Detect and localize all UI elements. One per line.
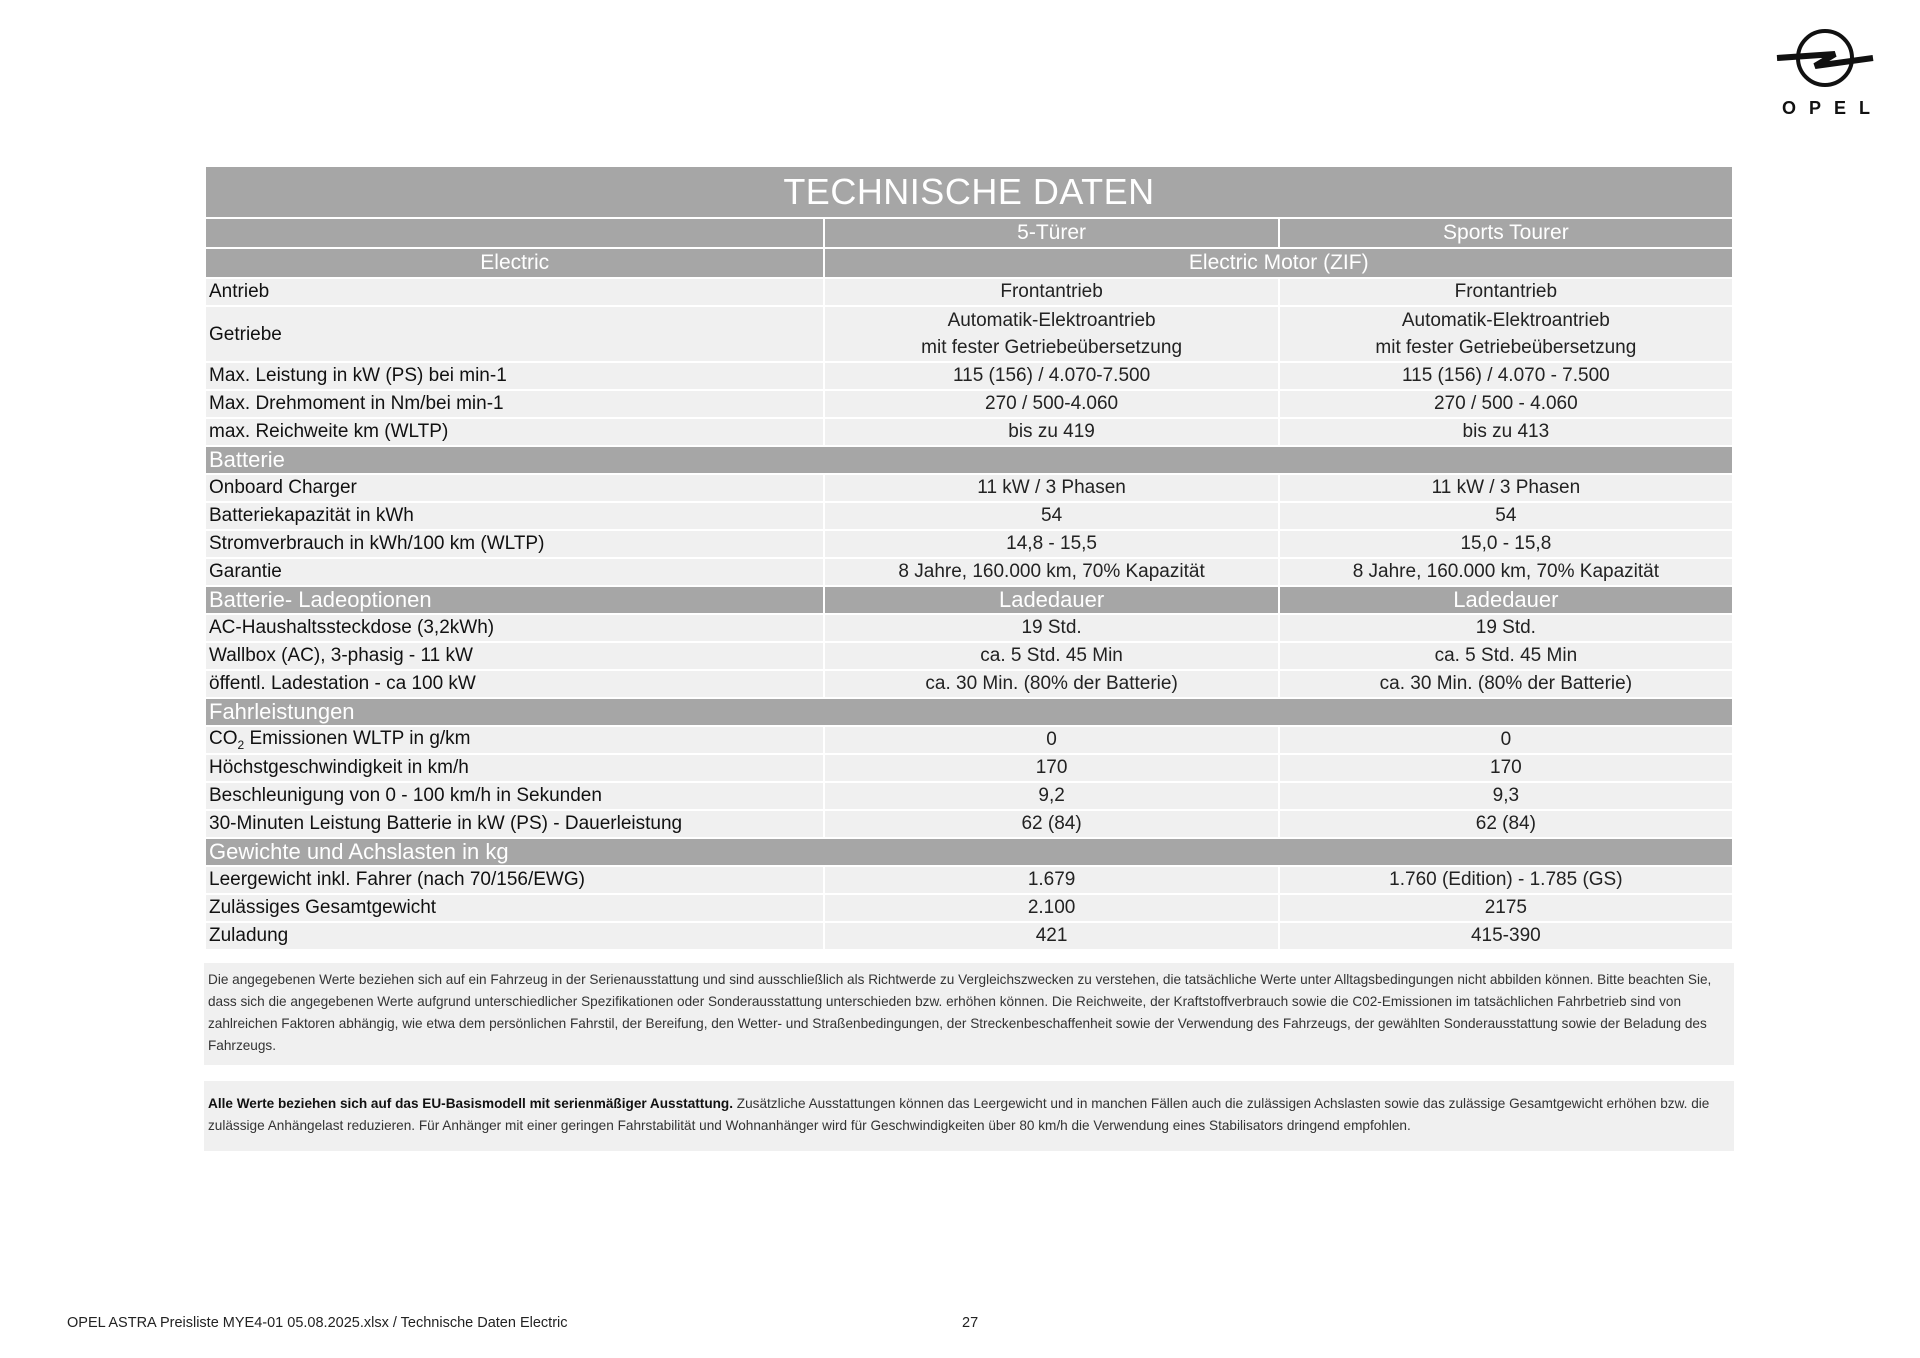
table-row — [205, 614, 1733, 642]
row-label: AC-Haushaltssteckdose (3,2kWh) — [205, 614, 824, 642]
row-label: Onboard Charger — [205, 474, 824, 502]
eu-basis-note-text: Zusätzliche Ausstattungen können das Leergewicht und in manchen Fällen auch die zulässigen Achslasten sowie das zulässige Gesamtgewicht erhöhen bzw. die zulässige Anhängelast reduzieren. Für Anhänger mit einer geringen Fahrstabilität und Wohnanhänger wird für Geschwindigkeiten über 80 km/h die Verwendung eines Stabilisators dringend empfohlen. — [208, 1096, 1710, 1133]
cell-sports-tourer: 170 — [1279, 754, 1733, 782]
cell-sports-tourer: 9,3 — [1279, 782, 1733, 810]
cell-5-tuerer: ca. 5 Std. 45 Min — [824, 642, 1278, 670]
table-row — [205, 502, 1733, 530]
cell-5-tuerer: 19 Std. — [824, 614, 1278, 642]
page-number: 27 — [962, 1315, 979, 1331]
page-title: TECHNISCHE DATEN — [205, 166, 1733, 218]
table-row — [205, 390, 1733, 418]
cell-5-tuerer: 115 (156) / 4.070-7.500 — [824, 362, 1278, 390]
row-label: Garantie — [205, 558, 824, 586]
co2-subscript: 2 — [237, 737, 245, 752]
header-empty — [205, 218, 824, 248]
table-row — [205, 642, 1733, 670]
row-label: max. Reichweite km (WLTP) — [205, 418, 824, 446]
section-header-batterie — [205, 446, 1733, 474]
cell-sports-tourer: 2175 — [1279, 894, 1733, 922]
cell-sports-tourer: 62 (84) — [1279, 810, 1733, 838]
table-row — [205, 810, 1733, 838]
disclaimer-note: Die angegebenen Werte beziehen sich auf ein Fahrzeug in der Serienausstattung und sind ausschließlich als Richtwerde zu Vergleichszwecken zu verstehen, die tatsächliche Werte unter Alltagsbedingungen nicht abbilden können. Bitte beachten Sie, dass sich die angegebenen Werte aufgrund unterschiedlicher Spezifikationen oder Sonderausstattung unterschieden bzw. erhöhen können. Die Reichweite, der Kraftstoffverbrauch sowie die C02-Emissionen im tatsächlichen Fahrbetrieb sind von zahlreichen Faktoren abhängig, wie etwa dem persönlichen Fahrstil, der Bereifung, den Wetter- und Straßenbedingungen, der Streckenbeschaffenheit sowie der Verwendung des Fahrzeugs, der gewählten Sonderausstattung sowie der Beladung des Fahrzeugs. — [204, 963, 1734, 1065]
table-row — [205, 474, 1733, 502]
row-label: Beschleunigung von 0 - 100 km/h in Sekunden — [205, 782, 824, 810]
row-label: öffentl. Ladestation - ca 100 kW — [205, 670, 824, 698]
cell-5-tuerer: 270 / 500-4.060 — [824, 390, 1278, 418]
table-row — [205, 306, 1733, 362]
cell-5-tuerer: 1.679 — [824, 866, 1278, 894]
section-title: Fahrleistungen — [205, 698, 1733, 726]
eu-basis-note-bold: Alle Werte beziehen sich auf das EU-Basismodell mit serienmäßiger Ausstattung. — [208, 1096, 734, 1111]
cell-5-tuerer: bis zu 419 — [824, 418, 1278, 446]
cell-5-tuerer: ca. 30 Min. (80% der Batterie) — [824, 670, 1278, 698]
engine-row — [205, 248, 1733, 278]
column-subheader: Ladedauer — [1279, 586, 1733, 614]
cell-sports-tourer: 0 — [1279, 726, 1733, 754]
footer-source: OPEL ASTRA Preisliste MYE4-01 05.08.2025.xlsx / Technische Daten Electric — [67, 1315, 568, 1331]
spec-sheet — [204, 165, 1734, 1151]
co2-label-rest: Emissionen WLTP in g/km — [244, 728, 471, 750]
cell-5-tuerer: 2.100 — [824, 894, 1278, 922]
row-label: Zulässiges Gesamtgewicht — [205, 894, 824, 922]
cell-sports-tourer: bis zu 413 — [1279, 418, 1733, 446]
cell-sports-tourer: ca. 30 Min. (80% der Batterie) — [1279, 670, 1733, 698]
row-label: Getriebe — [205, 306, 824, 362]
row-label: Zuladung — [205, 922, 824, 950]
row-label — [205, 726, 824, 754]
table-row — [205, 922, 1733, 950]
title-row — [205, 166, 1733, 218]
cell-5-tuerer: 170 — [824, 754, 1278, 782]
row-label: Max. Drehmoment in Nm/bei min-1 — [205, 390, 824, 418]
row-label: Wallbox (AC), 3-phasig - 11 kW — [205, 642, 824, 670]
table-row — [205, 726, 1733, 754]
table-row — [205, 530, 1733, 558]
row-label: 30-Minuten Leistung Batterie in kW (PS) - Dauerleistung — [205, 810, 824, 838]
cell-sports-tourer: 15,0 - 15,8 — [1279, 530, 1733, 558]
cell-5-tuerer: 54 — [824, 502, 1278, 530]
co2-prefix: CO — [209, 728, 238, 750]
cell-sports-tourer: 415-390 — [1279, 922, 1733, 950]
cell-5-tuerer: 14,8 - 15,5 — [824, 530, 1278, 558]
section-title: Batterie- Ladeoptionen — [205, 586, 824, 614]
tech-data-table — [204, 165, 1734, 951]
cell-sports-tourer: 19 Std. — [1279, 614, 1733, 642]
cell-5-tuerer: 0 — [824, 726, 1278, 754]
table-row — [205, 894, 1733, 922]
row-label: Max. Leistung in kW (PS) bei min-1 — [205, 362, 824, 390]
table-row — [205, 754, 1733, 782]
cell-sports-tourer — [1279, 306, 1733, 362]
cell-sports-tourer: 8 Jahre, 160.000 km, 70% Kapazität — [1279, 558, 1733, 586]
row-label: Antrieb — [205, 278, 824, 306]
section-header-ladeoptionen — [205, 586, 1733, 614]
row-label: Leergewicht inkl. Fahrer (nach 70/156/EWG) — [205, 866, 824, 894]
table-row — [205, 558, 1733, 586]
cell-line: Automatik-Elektroantrieb — [947, 310, 1156, 331]
table-row — [205, 782, 1733, 810]
column-header-row — [205, 218, 1733, 248]
cell-sports-tourer: 270 / 500 - 4.060 — [1279, 390, 1733, 418]
cell-line: mit fester Getriebeübersetzung — [921, 337, 1183, 358]
column-header-sports-tourer: Sports Tourer — [1279, 218, 1733, 248]
table-row — [205, 670, 1733, 698]
cell-line: mit fester Getriebeübersetzung — [1375, 337, 1637, 358]
cell-5-tuerer: 62 (84) — [824, 810, 1278, 838]
section-title: Gewichte und Achslasten in kg — [205, 838, 1733, 866]
opel-wordmark: OPEL — [1782, 98, 1884, 118]
cell-5-tuerer: 9,2 — [824, 782, 1278, 810]
row-label: Höchstgeschwindigkeit in km/h — [205, 754, 824, 782]
opel-blitz-logo-icon — [1775, 28, 1875, 88]
column-subheader: Ladedauer — [824, 586, 1278, 614]
cell-5-tuerer — [824, 306, 1278, 362]
cell-5-tuerer: 421 — [824, 922, 1278, 950]
table-row — [205, 418, 1733, 446]
cell-sports-tourer: 115 (156) / 4.070 - 7.500 — [1279, 362, 1733, 390]
cell-sports-tourer: 11 kW / 3 Phasen — [1279, 474, 1733, 502]
cell-5-tuerer: 8 Jahre, 160.000 km, 70% Kapazität — [824, 558, 1278, 586]
column-header-5-tuerer: 5-Türer — [824, 218, 1278, 248]
cell-sports-tourer: ca. 5 Std. 45 Min — [1279, 642, 1733, 670]
section-header-fahrleistungen — [205, 698, 1733, 726]
opel-logo — [1770, 28, 1884, 124]
cell-sports-tourer: Frontantrieb — [1279, 278, 1733, 306]
table-row — [205, 278, 1733, 306]
cell-5-tuerer: Frontantrieb — [824, 278, 1278, 306]
cell-5-tuerer: 11 kW / 3 Phasen — [824, 474, 1278, 502]
row-label: Batteriekapazität in kWh — [205, 502, 824, 530]
cell-line: Automatik-Elektroantrieb — [1401, 310, 1610, 331]
section-header-gewichte — [205, 838, 1733, 866]
row-label: Stromverbrauch in kWh/100 km (WLTP) — [205, 530, 824, 558]
engine-name: Electric Motor (ZIF) — [824, 248, 1733, 278]
section-title: Batterie — [205, 446, 1733, 474]
cell-sports-tourer: 54 — [1279, 502, 1733, 530]
eu-basis-note — [204, 1081, 1734, 1151]
engine-label: Electric — [205, 248, 824, 278]
cell-sports-tourer: 1.760 (Edition) - 1.785 (GS) — [1279, 866, 1733, 894]
table-row — [205, 362, 1733, 390]
table-row — [205, 866, 1733, 894]
